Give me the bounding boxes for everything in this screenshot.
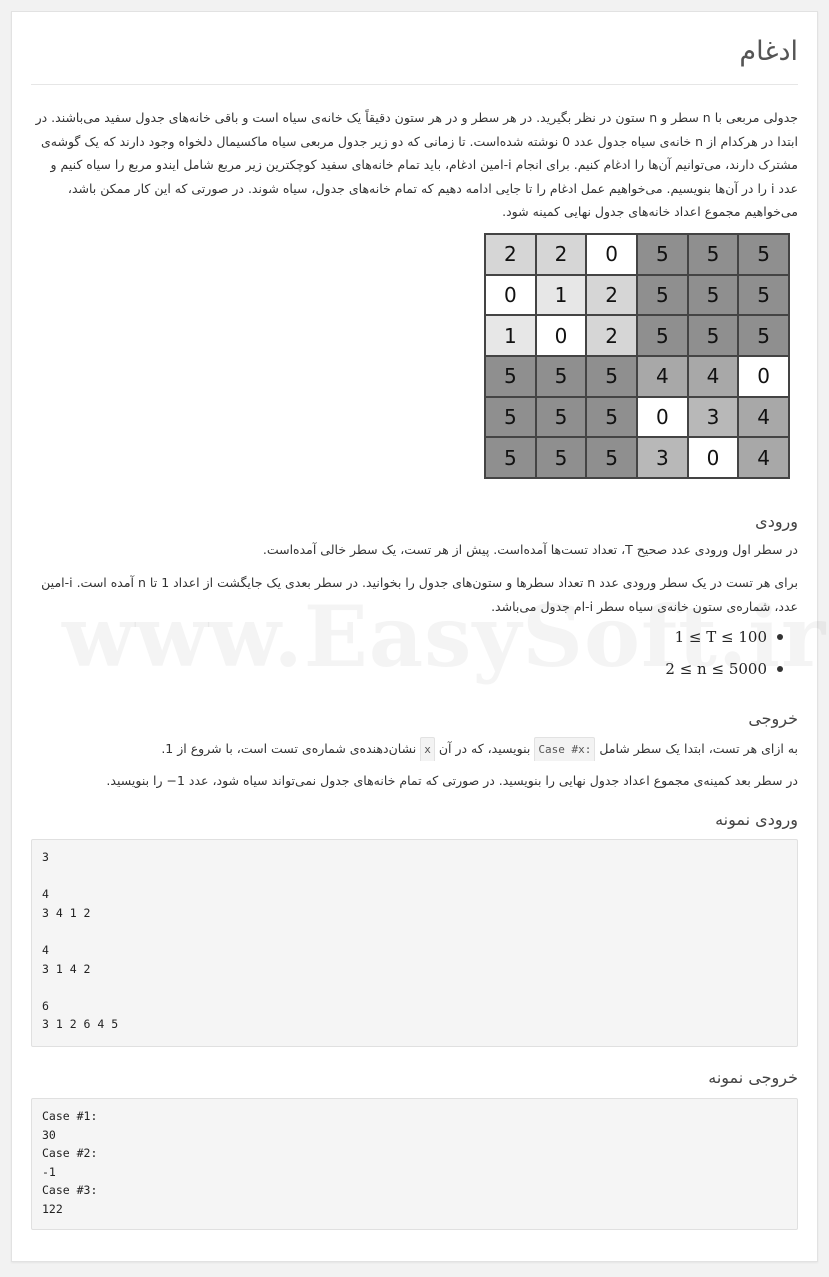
code-line: 3 1 4 2	[42, 961, 91, 976]
intro-line: عدد i را در آن‌ها بنویسیم. می‌خواهیم عمل ادغام را تا جایی ادامه دهیم که تمام خانه‌های جدول، سیاه شوند. در صورتی که این کار ممکن باشد،	[67, 180, 798, 196]
sample-output-heading: خروجی نمونه	[708, 1068, 798, 1087]
output-paragraph	[31, 737, 798, 761]
grid-cell: 5	[688, 234, 739, 275]
grid-cell: 0	[536, 315, 587, 356]
grid-cell: 0	[485, 275, 536, 316]
grid-cell: 5	[536, 356, 587, 397]
grid-cell: 5	[586, 356, 637, 397]
sample-input-block	[31, 839, 798, 1047]
input-paragraph-2	[31, 571, 798, 618]
constraint-text: 2 ≤ n ≤ 5000	[665, 660, 767, 678]
grid-cell: 3	[637, 437, 688, 478]
grid-cell: 0	[586, 234, 637, 275]
intro-paragraph	[31, 106, 798, 224]
inline-code: Case #x:	[534, 737, 595, 761]
intro-line: مشترک دارند، می‌توانیم آن‌ها را ادغام کنیم. برای انجام i-امین ادغام، باید تمام خانه‌های سفید کوچکترین زیر مربع شامل ایندو مربع را سیاه کنیم و	[50, 157, 798, 172]
grid-cell: 5	[637, 315, 688, 356]
grid-cell: 0	[738, 356, 789, 397]
code-line	[42, 867, 787, 886]
constraint-text: 1 ≤ T ≤ 100	[674, 628, 767, 646]
grid-cell: 5	[738, 234, 789, 275]
title-divider	[31, 84, 798, 85]
code-line: 4	[42, 942, 49, 957]
grid-cell: 0	[637, 397, 688, 438]
grid-cell: 2	[485, 234, 536, 275]
code-line	[42, 922, 787, 941]
sample-input-heading: ورودی نمونه	[715, 810, 798, 829]
grid-cell: 4	[688, 356, 739, 397]
grid-cell: 5	[738, 315, 789, 356]
code-line: 122	[42, 1201, 63, 1216]
code-line: 30	[42, 1127, 56, 1142]
code-line: Case #2:	[42, 1146, 98, 1161]
output-heading: خروجی	[748, 709, 798, 728]
bullet-icon	[777, 666, 783, 672]
grid-cell: 5	[485, 437, 536, 478]
input-line: در سطر اول ورودی عدد صحیح T، تعداد تست‌ها آمده‌است. پیش از هر تست، یک سطر خالی آمده‌است.	[262, 542, 798, 557]
code-line: 3 4 1 2	[42, 905, 91, 920]
input-line: برای هر تست در یک سطر ورودی عدد n تعداد سطرها و ستون‌های جدول را بخوانید. در سطر بعدی یک جایگشت از اعداد 1 تا n آمده است. i-امین	[41, 575, 798, 590]
code-line: -1	[42, 1164, 56, 1179]
output-line	[31, 737, 798, 761]
inline-code: x	[420, 737, 435, 761]
code-line: 3 1 2 6 4 5	[42, 1017, 119, 1032]
grid-cell: 5	[586, 397, 637, 438]
grid-cell: 5	[586, 437, 637, 478]
intro-line: می‌خواهیم مجموع اعداد خانه‌های جدول نهایی کمینه شود.	[502, 204, 798, 219]
grid-cell: 5	[738, 275, 789, 316]
code-line: 6	[42, 998, 49, 1013]
grid-cell: 5	[688, 315, 739, 356]
output-text: نشان‌دهنده‌ی شماره‌ی تست است، با شروع از 1.	[161, 741, 417, 756]
grid-cell: 3	[688, 397, 739, 438]
grid-cell: 4	[637, 356, 688, 397]
grid-cell: 2	[586, 275, 637, 316]
output-text: بنویسید، که در آن	[438, 741, 531, 756]
grid-cell: 5	[536, 437, 587, 478]
intro-line: ابتدا در هرکدام از n خانه‌ی سیاه جدول عدد 0 نوشته شده‌است. تا زمانی که دو زیر جدول مربعی سیاه ماکسیمال دلخواه وجود دارند که یک گوشه‌ی	[41, 133, 798, 149]
grid-cell: 2	[586, 315, 637, 356]
constraint-item	[675, 628, 783, 646]
grid-cell: 4	[738, 397, 789, 438]
grid-cell: 0	[688, 437, 739, 478]
input-paragraph	[31, 538, 798, 562]
problem-card	[11, 11, 818, 1262]
input-line: عدد، شماره‌ی ستون خانه‌ی سیاه سطر i-ام جدول می‌باشد.	[491, 598, 798, 614]
output-paragraph-2	[31, 769, 798, 793]
grid-cell: 5	[485, 356, 536, 397]
grid-cell: 5	[485, 397, 536, 438]
grid-cell: 5	[637, 275, 688, 316]
intro-line: جدولی مربعی با n سطر و n ستون در نظر بگیرید. در هر سطر و در هر ستون دقیقاً یک خانه‌ی سیاه است و باقی خانه‌های جدول سفید می‌باشند. در	[35, 110, 798, 125]
grid-cell: 5	[536, 397, 587, 438]
output-text: به ازای هر تست، ابتدا یک سطر شامل	[599, 741, 798, 756]
code-line: Case #1:	[42, 1109, 98, 1123]
grid-cell: 1	[485, 315, 536, 356]
grid-cell: 5	[688, 275, 739, 316]
grid-cell: 4	[738, 437, 789, 478]
grid-cell: 5	[637, 234, 688, 275]
code-line: 3	[42, 850, 49, 864]
output-line: در سطر بعد کمینه‌ی مجموع اعداد جدول نهایی را بنویسید. در صورتی که تمام خانه‌های جدول نمی‌تواند سیاه شود، عدد 1− را بنویسید.	[106, 773, 798, 788]
code-line: Case #3:	[42, 1183, 98, 1198]
example-grid	[484, 233, 790, 479]
grid-cell: 2	[536, 234, 587, 275]
bullet-icon	[777, 634, 783, 640]
grid-cell: 1	[536, 275, 587, 316]
constraint-item	[665, 660, 783, 678]
sample-output-block	[31, 1098, 798, 1230]
code-line: 4	[42, 887, 49, 902]
code-line	[42, 978, 787, 997]
page-title: ادغام	[739, 36, 798, 67]
input-heading: ورودی	[755, 512, 798, 531]
